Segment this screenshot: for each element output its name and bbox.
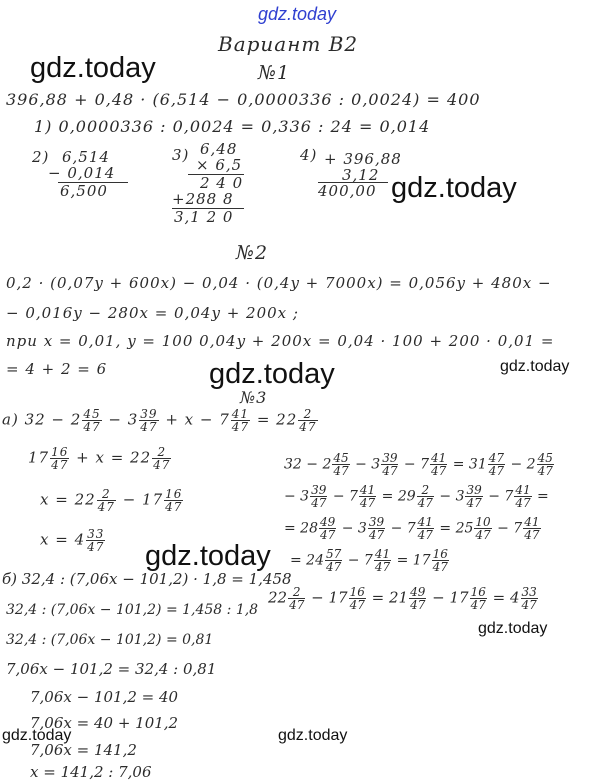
task2-line1: 0,2 · (0,07y + 600x) − 0,04 · (0,4y + 7000x) = 0,056y + 480x − [6,274,552,292]
task3b-line3: 32,4 : (7,06x − 101,2) = 0,81 [6,632,214,648]
watermark: gdz.today [500,358,570,375]
task1-step3-top: 6,48 [200,140,238,158]
task1-step2-label: 2) [32,148,50,166]
task1-expression: 396,88 + 0,48 · (6,514 − 0,0000336 : 0,0024) = 400 [6,90,481,109]
task1-step4-top: + 396,88 [324,150,402,168]
task3a-equation: а) 32 − 2 $\frac{45}{47}$ − 3 $\frac{39}{47}$ + x − 7 $\frac{41}{47}$ = 22 $\frac{2}{47}$ [2,407,317,434]
task3a-line2: 17 $\frac{16}{47}$ + x = 22 $\frac{2}{47}$ [28,445,171,472]
task3a-calc-line1: 32 − 2 $\frac{45}{47}$ − 3 $\frac{39}{47}$ − 7 $\frac{41}{47}$ = 31 $\frac{47}{47}$ − 2 $\frac{45}{47}$ [284,451,553,478]
task1-step2-top: 6,514 [62,148,110,166]
task3b-line8: x = 141,2 : 7,06 [30,763,152,781]
task3b-line4: 7,06x − 101,2 = 32,4 : 0,81 [6,660,217,678]
task3a-calc-line2: − 3 $\frac{39}{47}$ − 7 $\frac{41}{47}$ = 29 $\frac{2}{47}$ − 3 $\frac{39}{47}$ − 7 $\frac{41}{47}$ = [284,483,549,510]
task3a-calc-line5: 22 $\frac{2}{47}$ − 17 $\frac{16}{47}$ = 21 $\frac{49}{47}$ − 17 $\frac{16}{47}$ = 4 $\frac{33}{47}$ [268,585,537,612]
task1-step2-result: 6,500 [60,182,108,200]
task1-step3-label: 3) [172,146,190,164]
task-number-2: №2 [236,242,269,264]
task1-step4-result: 400,00 [318,182,377,200]
task3a-answer: x = 4 $\frac{33}{47}$ [40,527,105,554]
task3b-line1: б) 32,4 : (7,06x − 101,2) · 1,8 = 1,458 [2,570,292,588]
task3b-line5: 7,06x − 101,2 = 40 [30,688,179,706]
watermark: gdz.today [478,620,548,637]
task3a-calc-line3: = 28 $\frac{49}{47}$ − 3 $\frac{39}{47}$ − 7 $\frac{41}{47}$ = 25 $\frac{10}{47}$ − 7 $\frac{41}{47}$ [284,515,540,542]
task1-step3-multiplier: × 6,5 [196,156,243,174]
watermark: gdz.today [142,540,274,573]
watermark-top: gdz.today [258,4,337,24]
task3b-line6: 7,06x = 40 + 101,2 [30,714,179,732]
task1-step3-partial1: 2 4 0 [200,174,244,192]
task1-step4-label: 4) [300,146,318,164]
task3a-line3: x = 22 $\frac{2}{47}$ − 17 $\frac{16}{47}$ [40,487,183,514]
task-number-3: №3 [240,388,268,407]
task1-step2-subtrahend: − 0,014 [48,164,116,182]
task2-line4: = 4 + 2 = 6 [6,360,108,378]
watermark: gdz.today [2,727,72,744]
watermark: gdz.today [278,727,348,744]
task1-step3-partial2: +288 8 [172,190,234,208]
watermark: gdz.today [30,52,156,84]
variant-heading: Вариант В2 [218,32,359,56]
task1-step4-addend: 3,12 [342,166,380,184]
task2-line3: при x = 0,01, y = 100 0,04y + 200x = 0,04 · 100 + 200 · 0,01 = [6,332,555,350]
watermark: gdz.today [388,172,520,205]
task3b-line2: 32,4 : (7,06x − 101,2) = 1,458 : 1,8 [6,602,259,618]
task1-step3-result: 3,1 2 0 [174,208,234,226]
task3b-line7: 7,06x = 141,2 [30,741,137,759]
task2-line2: − 0,016y − 280x = 0,04y + 200x ; [6,304,299,322]
task1-step1: 1) 0,0000336 : 0,0024 = 0,336 : 24 = 0,014 [34,117,431,136]
task3a-calc-line4: = 24 $\frac{57}{47}$ − 7 $\frac{41}{47}$ = 17 $\frac{16}{47}$ [290,547,448,574]
watermark: gdz.today [206,358,338,391]
task-number-1: №1 [258,62,291,84]
